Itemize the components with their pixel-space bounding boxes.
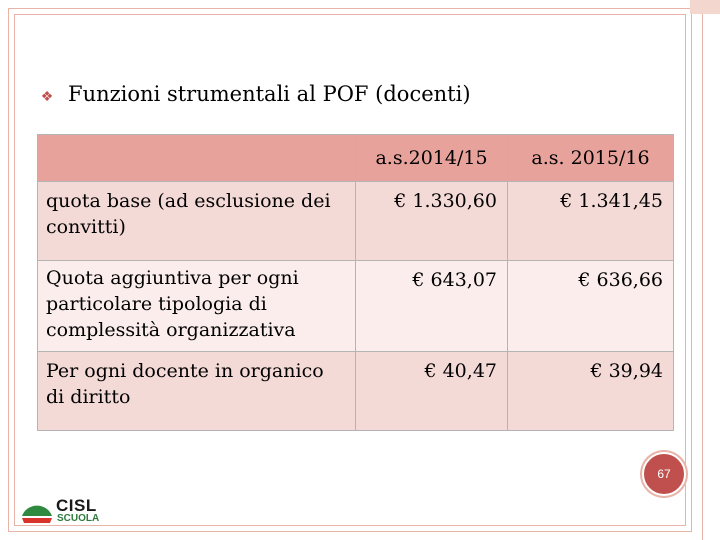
logo-name: CISL bbox=[56, 496, 97, 515]
table-row bbox=[38, 352, 674, 431]
bullet-icon: ❖ bbox=[40, 89, 54, 105]
logo-subtitle: SCUOLA bbox=[57, 513, 100, 524]
value-2015-16: € 39,94 bbox=[508, 352, 674, 431]
value-2015-16: € 1.341,45 bbox=[508, 182, 674, 261]
page-number-badge: 67 bbox=[642, 452, 686, 496]
table-row bbox=[38, 261, 674, 352]
header-cell-empty bbox=[38, 135, 356, 182]
value-2014-15: € 40,47 bbox=[356, 352, 508, 431]
funding-table bbox=[37, 134, 674, 431]
value-2014-15: € 1.330,60 bbox=[356, 182, 508, 261]
header-year-2014-15: a.s.2014/15 bbox=[356, 135, 508, 182]
slide-heading: Funzioni strumentali al POF (docenti) bbox=[68, 82, 471, 106]
row-label: quota base (ad esclusione dei convitti) bbox=[38, 182, 356, 261]
top-decoration bbox=[690, 0, 720, 14]
row-label: Per ogni docente in organico di diritto bbox=[38, 352, 356, 431]
side-decoration-line bbox=[702, 0, 703, 540]
table-row bbox=[38, 182, 674, 261]
value-2015-16: € 636,66 bbox=[508, 261, 674, 352]
value-2014-15: € 643,07 bbox=[356, 261, 508, 352]
header-year-2015-16: a.s. 2015/16 bbox=[508, 135, 674, 182]
row-label: Quota aggiuntiva per ogni particolare tipologia di complessità organizzativa bbox=[38, 261, 356, 352]
table-header-row bbox=[38, 135, 674, 182]
